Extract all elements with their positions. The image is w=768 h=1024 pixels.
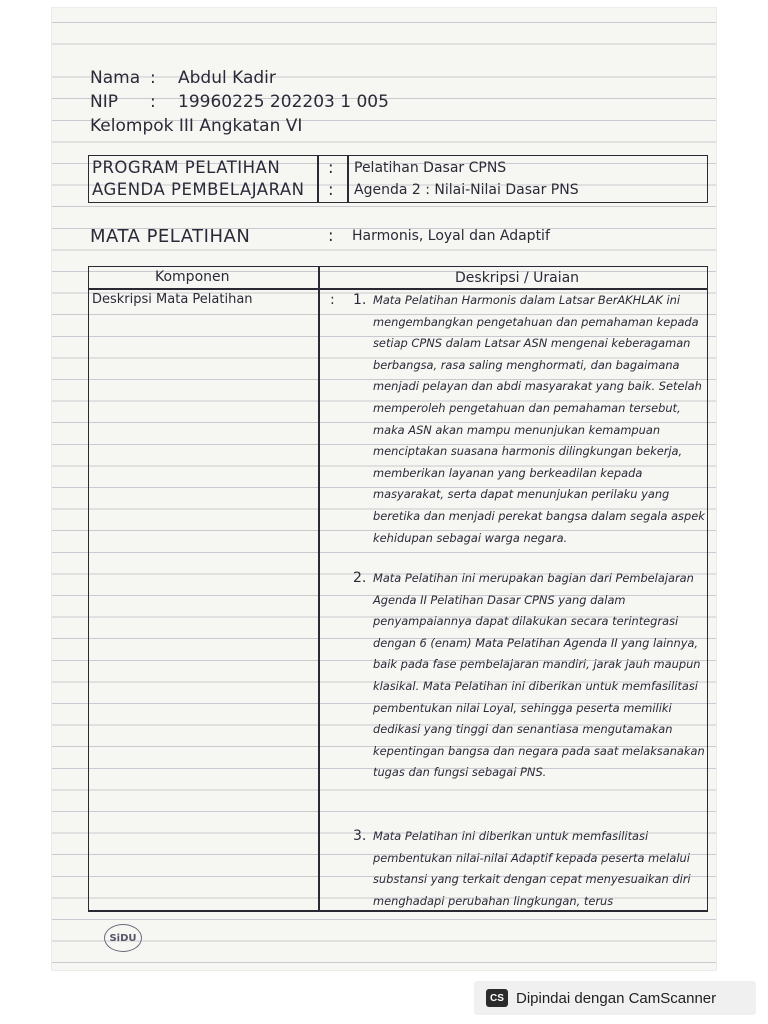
- nama-colon: :: [150, 68, 156, 88]
- row-label-deskripsi: Deskripsi Mata Pelatihan: [92, 292, 253, 307]
- item-2-text: Mata Pelatihan ini merupakan bagian dari Pembelajaran Agenda II Pelatihan Dasar CPNS yang dalam penyampaiannya dapat dilakukan secara terintegrasi dengan 6 (enam) Mata Pelatihan Agenda II yang lainnya, baik pada fase pembelajaran mandiri, jarak jauh maupun klasikal. Mata Pelatihan ini diberikan untuk memfasilitasi pembentukan nilai Loyal, sehingga peserta memiliki dedikasi yang tinggi dan senantiasa mengutamakan kepentingan bangsa dan negara pada saat melaksanakan tugas dan fungsi sebagai PNS.: [373, 571, 705, 780]
- nama-label: Nama: [90, 68, 141, 88]
- mata-pelatihan-colon: :: [328, 226, 335, 245]
- mata-pelatihan-label: MATA PELATIHAN: [90, 226, 251, 247]
- box-divider-left: [317, 155, 319, 202]
- nip-label: NIP: [90, 92, 118, 112]
- program-colon: :: [328, 158, 335, 177]
- program-label: PROGRAM PELATIHAN: [92, 158, 281, 177]
- sidu-stamp-logo: SiDU: [104, 924, 142, 952]
- item-3-text: Mata Pelatihan ini diberikan untuk memfasilitasi pembentukan nilai-nilai Adaptif kepada peserta melalui substansi yang terkait dengan cepat menyesuaikan diri menghadapi perubahan lingkungan, terus: [373, 829, 691, 908]
- agenda-colon: :: [328, 180, 335, 199]
- deskripsi-header: Deskripsi / Uraian: [455, 270, 580, 286]
- item-1-number: 1.: [353, 292, 367, 308]
- kelompok-value: Kelompok III Angkatan VI: [90, 116, 303, 136]
- item-1-text: Mata Pelatihan Harmonis dalam Latsar BerAKHLAK ini mengembangkan pengetahuan dan pemahaman kepada setiap CPNS dalam Latsar ASN mengenai keberagaman berbangsa, rasa saling menghormati, dan bagaimana menjadi pelayan dan abdi masyarakat yang baik. Setelah memperoleh pengetahuan dan pemahaman tersebut, maka ASN akan mampu menunjukan kemampuan menciptakan suasana harmonis dilingkungan bekerja, memberikan layanan yang berkeadilan kepada masyarakat, serta dapat menunjukan perilaku yang beretika dan menjadi perekat bangsa dalam segala aspek kehidupan sebagai warga negara.: [373, 293, 705, 545]
- item-3-number: 3.: [353, 828, 367, 844]
- program-value: Pelatihan Dasar CPNS: [354, 160, 507, 176]
- agenda-label: AGENDA PEMBELAJARAN: [92, 180, 305, 199]
- row-colon: :: [330, 292, 335, 308]
- camscanner-text: Dipindai dengan CamScanner: [516, 989, 717, 1007]
- box-divider-right: [347, 155, 349, 202]
- mata-pelatihan-value: Harmonis, Loyal dan Adaptif: [352, 228, 550, 244]
- table-column-divider: [318, 266, 320, 911]
- komponen-header: Komponen: [155, 269, 230, 285]
- nip-value: 19960225 202203 1 005: [178, 92, 389, 112]
- item-2-number: 2.: [353, 570, 367, 586]
- nip-colon: :: [150, 92, 156, 112]
- camscanner-watermark: [474, 981, 756, 1015]
- camscanner-logo-icon: CS: [486, 989, 508, 1007]
- nama-value: Abdul Kadir: [178, 68, 276, 88]
- agenda-value: Agenda 2 : Nilai-Nilai Dasar PNS: [354, 182, 579, 198]
